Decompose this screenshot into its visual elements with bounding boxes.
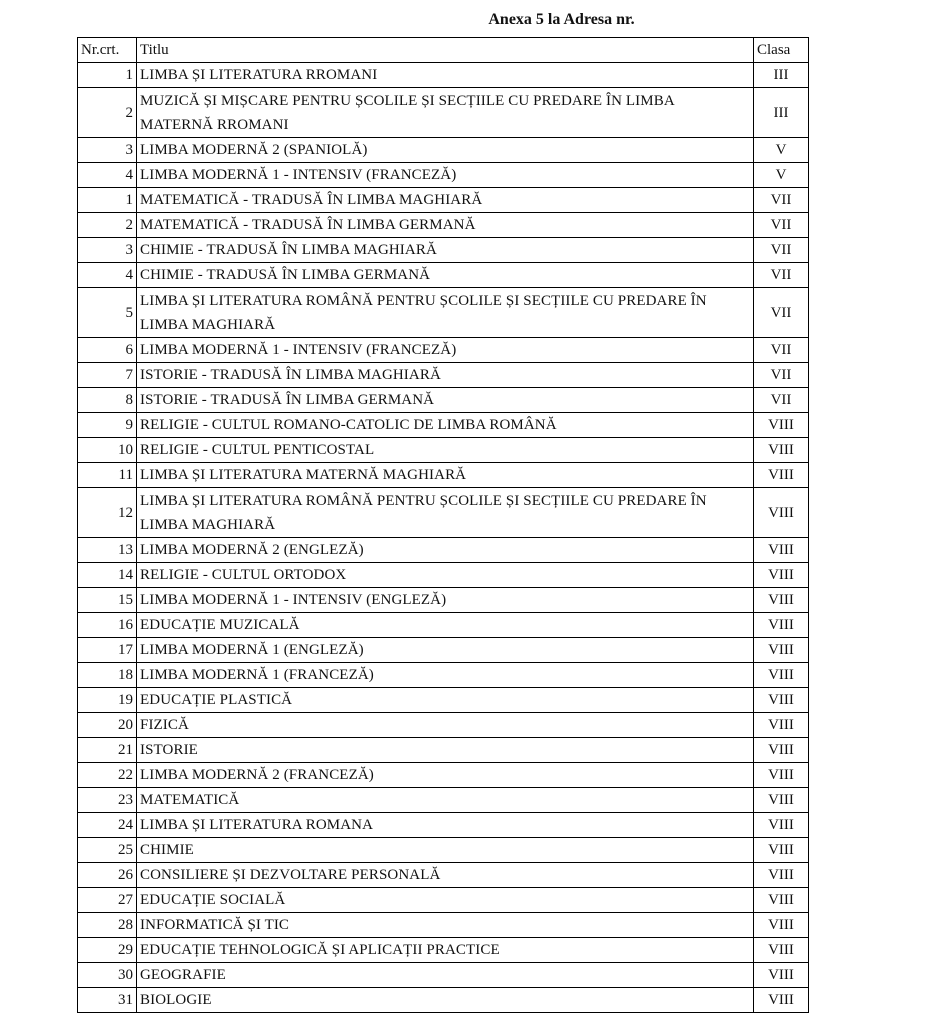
cell-clasa: VIII: [754, 963, 809, 988]
cell-nr: 29: [78, 938, 137, 963]
cell-clasa: VIII: [754, 538, 809, 563]
cell-titlu: LIMBA MODERNĂ 2 (FRANCEZĂ): [137, 763, 754, 788]
cell-nr: 28: [78, 913, 137, 938]
cell-clasa: VIII: [754, 913, 809, 938]
cell-titlu: EDUCAȚIE MUZICALĂ: [137, 613, 754, 638]
cell-titlu: CHIMIE - TRADUSĂ ÎN LIMBA GERMANĂ: [137, 263, 754, 288]
table-row: [78, 338, 809, 363]
table-row: [78, 388, 809, 413]
cell-nr: 31: [78, 988, 137, 1013]
cell-clasa: VII: [754, 188, 809, 213]
table-row: [78, 813, 809, 838]
cell-nr: 26: [78, 863, 137, 888]
cell-titlu: LIMBA ȘI LITERATURA ROMANA: [137, 813, 754, 838]
cell-titlu: ISTORIE: [137, 738, 754, 763]
table-row: [78, 463, 809, 488]
cell-clasa: VIII: [754, 988, 809, 1013]
cell-titlu: LIMBA ȘI LITERATURA MATERNĂ MAGHIARĂ: [137, 463, 754, 488]
cell-clasa: VII: [754, 288, 809, 338]
cell-nr: 10: [78, 438, 137, 463]
header-clasa: Clasa: [754, 38, 809, 63]
cell-titlu: LIMBA ȘI LITERATURA RROMANI: [137, 63, 754, 88]
table-row: [78, 88, 809, 138]
cell-titlu: BIOLOGIE: [137, 988, 754, 1013]
cell-clasa: VIII: [754, 813, 809, 838]
cell-titlu: CHIMIE - TRADUSĂ ÎN LIMBA MAGHIARĂ: [137, 238, 754, 263]
cell-clasa: VIII: [754, 438, 809, 463]
table-row: [78, 588, 809, 613]
cell-nr: 27: [78, 888, 137, 913]
table-row: [78, 488, 809, 538]
cell-clasa: VII: [754, 363, 809, 388]
cell-clasa: VIII: [754, 613, 809, 638]
cell-nr: 22: [78, 763, 137, 788]
cell-nr: 11: [78, 463, 137, 488]
cell-titlu: EDUCAȚIE SOCIALĂ: [137, 888, 754, 913]
cell-nr: 1: [78, 63, 137, 88]
cell-clasa: VIII: [754, 488, 809, 538]
cell-clasa: VIII: [754, 563, 809, 588]
cell-titlu: LIMBA MODERNĂ 1 (FRANCEZĂ): [137, 663, 754, 688]
cell-nr: 4: [78, 263, 137, 288]
table-row: [78, 363, 809, 388]
cell-nr: 24: [78, 813, 137, 838]
cell-clasa: VIII: [754, 588, 809, 613]
cell-nr: 19: [78, 688, 137, 713]
cell-titlu: LIMBA MODERNĂ 2 (ENGLEZĂ): [137, 538, 754, 563]
cell-titlu: EDUCAȚIE PLASTICĂ: [137, 688, 754, 713]
cell-nr: 4: [78, 163, 137, 188]
cell-clasa: VII: [754, 238, 809, 263]
cell-titlu: INFORMATICĂ ȘI TIC: [137, 913, 754, 938]
cell-titlu: FIZICĂ: [137, 713, 754, 738]
cell-nr: 7: [78, 363, 137, 388]
cell-titlu: LIMBA MODERNĂ 2 (SPANIOLĂ): [137, 138, 754, 163]
table-row: [78, 838, 809, 863]
cell-nr: 15: [78, 588, 137, 613]
table-row: [78, 538, 809, 563]
cell-clasa: VII: [754, 263, 809, 288]
cell-titlu: MATEMATICĂ - TRADUSĂ ÎN LIMBA MAGHIARĂ: [137, 188, 754, 213]
cell-nr: 23: [78, 788, 137, 813]
cell-titlu: LIMBA MODERNĂ 1 (ENGLEZĂ): [137, 638, 754, 663]
cell-nr: 3: [78, 238, 137, 263]
cell-nr: 3: [78, 138, 137, 163]
cell-titlu: MATEMATICĂ: [137, 788, 754, 813]
cell-clasa: VIII: [754, 863, 809, 888]
cell-clasa: VIII: [754, 788, 809, 813]
cell-nr: 8: [78, 388, 137, 413]
cell-titlu: EDUCAȚIE TEHNOLOGICĂ ȘI APLICAȚII PRACTICE: [137, 938, 754, 963]
table-row: [78, 738, 809, 763]
cell-nr: 16: [78, 613, 137, 638]
table-row: [78, 713, 809, 738]
table-row: [78, 238, 809, 263]
table-row: [78, 688, 809, 713]
table-row: [78, 638, 809, 663]
table-row: [78, 63, 809, 88]
table-row: [78, 213, 809, 238]
table-row: [78, 988, 809, 1013]
cell-nr: 14: [78, 563, 137, 588]
cell-clasa: III: [754, 63, 809, 88]
cell-nr: 18: [78, 663, 137, 688]
cell-nr: 25: [78, 838, 137, 863]
cell-clasa: VIII: [754, 888, 809, 913]
table-row: [78, 663, 809, 688]
table-row: [78, 563, 809, 588]
cell-clasa: III: [754, 88, 809, 138]
cell-nr: 20: [78, 713, 137, 738]
document-heading: Anexa 5 la Adresa nr.: [488, 11, 635, 28]
cell-clasa: VIII: [754, 838, 809, 863]
cell-clasa: V: [754, 163, 809, 188]
cell-titlu: CONSILIERE ȘI DEZVOLTARE PERSONALĂ: [137, 863, 754, 888]
cell-titlu: GEOGRAFIE: [137, 963, 754, 988]
cell-titlu: LIMBA MODERNĂ 1 - INTENSIV (FRANCEZĂ): [137, 338, 754, 363]
cell-titlu: LIMBA MODERNĂ 1 - INTENSIV (ENGLEZĂ): [137, 588, 754, 613]
table-row: [78, 188, 809, 213]
cell-clasa: VIII: [754, 738, 809, 763]
cell-titlu: RELIGIE - CULTUL ROMANO-CATOLIC DE LIMBA ROMÂNĂ: [137, 413, 754, 438]
cell-nr: 17: [78, 638, 137, 663]
cell-clasa: VIII: [754, 938, 809, 963]
table-header-row: [78, 38, 809, 63]
header-titlu: Titlu: [137, 38, 754, 63]
cell-clasa: VII: [754, 338, 809, 363]
cell-nr: 21: [78, 738, 137, 763]
cell-titlu: MATEMATICĂ - TRADUSĂ ÎN LIMBA GERMANĂ: [137, 213, 754, 238]
table-row: [78, 138, 809, 163]
cell-titlu: RELIGIE - CULTUL PENTICOSTAL: [137, 438, 754, 463]
cell-clasa: VII: [754, 388, 809, 413]
table-row: [78, 163, 809, 188]
cell-titlu: LIMBA ȘI LITERATURA ROMÂNĂ PENTRU ȘCOLILE ȘI SECȚIILE CU PREDARE ÎN LIMBA MAGHIARĂ: [137, 288, 754, 338]
table-row: [78, 613, 809, 638]
cell-nr: 2: [78, 213, 137, 238]
cell-nr: 6: [78, 338, 137, 363]
table-row: [78, 913, 809, 938]
cell-clasa: V: [754, 138, 809, 163]
cell-titlu: LIMBA MODERNĂ 1 - INTENSIV (FRANCEZĂ): [137, 163, 754, 188]
cell-clasa: VII: [754, 213, 809, 238]
cell-titlu: ISTORIE - TRADUSĂ ÎN LIMBA MAGHIARĂ: [137, 363, 754, 388]
header-nr-crt: Nr.crt.: [78, 38, 137, 63]
cell-nr: 30: [78, 963, 137, 988]
cell-nr: 2: [78, 88, 137, 138]
cell-clasa: VIII: [754, 763, 809, 788]
table-row: [78, 263, 809, 288]
cell-titlu: CHIMIE: [137, 838, 754, 863]
cell-clasa: VIII: [754, 663, 809, 688]
cell-clasa: VIII: [754, 463, 809, 488]
cell-clasa: VIII: [754, 413, 809, 438]
cell-nr: 9: [78, 413, 137, 438]
table-row: [78, 788, 809, 813]
cell-titlu: LIMBA ȘI LITERATURA ROMÂNĂ PENTRU ȘCOLILE ȘI SECȚIILE CU PREDARE ÎN LIMBA MAGHIARĂ: [137, 488, 754, 538]
table-row: [78, 888, 809, 913]
table-row: [78, 413, 809, 438]
cell-nr: 12: [78, 488, 137, 538]
table-row: [78, 763, 809, 788]
textbook-table: [77, 37, 809, 1013]
cell-titlu: MUZICĂ ȘI MIȘCARE PENTRU ȘCOLILE ȘI SECȚIILE CU PREDARE ÎN LIMBA MATERNĂ RROMANI: [137, 88, 754, 138]
table-body: [78, 63, 809, 1013]
cell-nr: 5: [78, 288, 137, 338]
cell-clasa: VIII: [754, 688, 809, 713]
cell-clasa: VIII: [754, 713, 809, 738]
table-row: [78, 438, 809, 463]
cell-nr: 1: [78, 188, 137, 213]
table-row: [78, 288, 809, 338]
cell-titlu: ISTORIE - TRADUSĂ ÎN LIMBA GERMANĂ: [137, 388, 754, 413]
cell-clasa: VIII: [754, 638, 809, 663]
table-row: [78, 938, 809, 963]
table-row: [78, 963, 809, 988]
cell-titlu: RELIGIE - CULTUL ORTODOX: [137, 563, 754, 588]
table-row: [78, 863, 809, 888]
cell-nr: 13: [78, 538, 137, 563]
